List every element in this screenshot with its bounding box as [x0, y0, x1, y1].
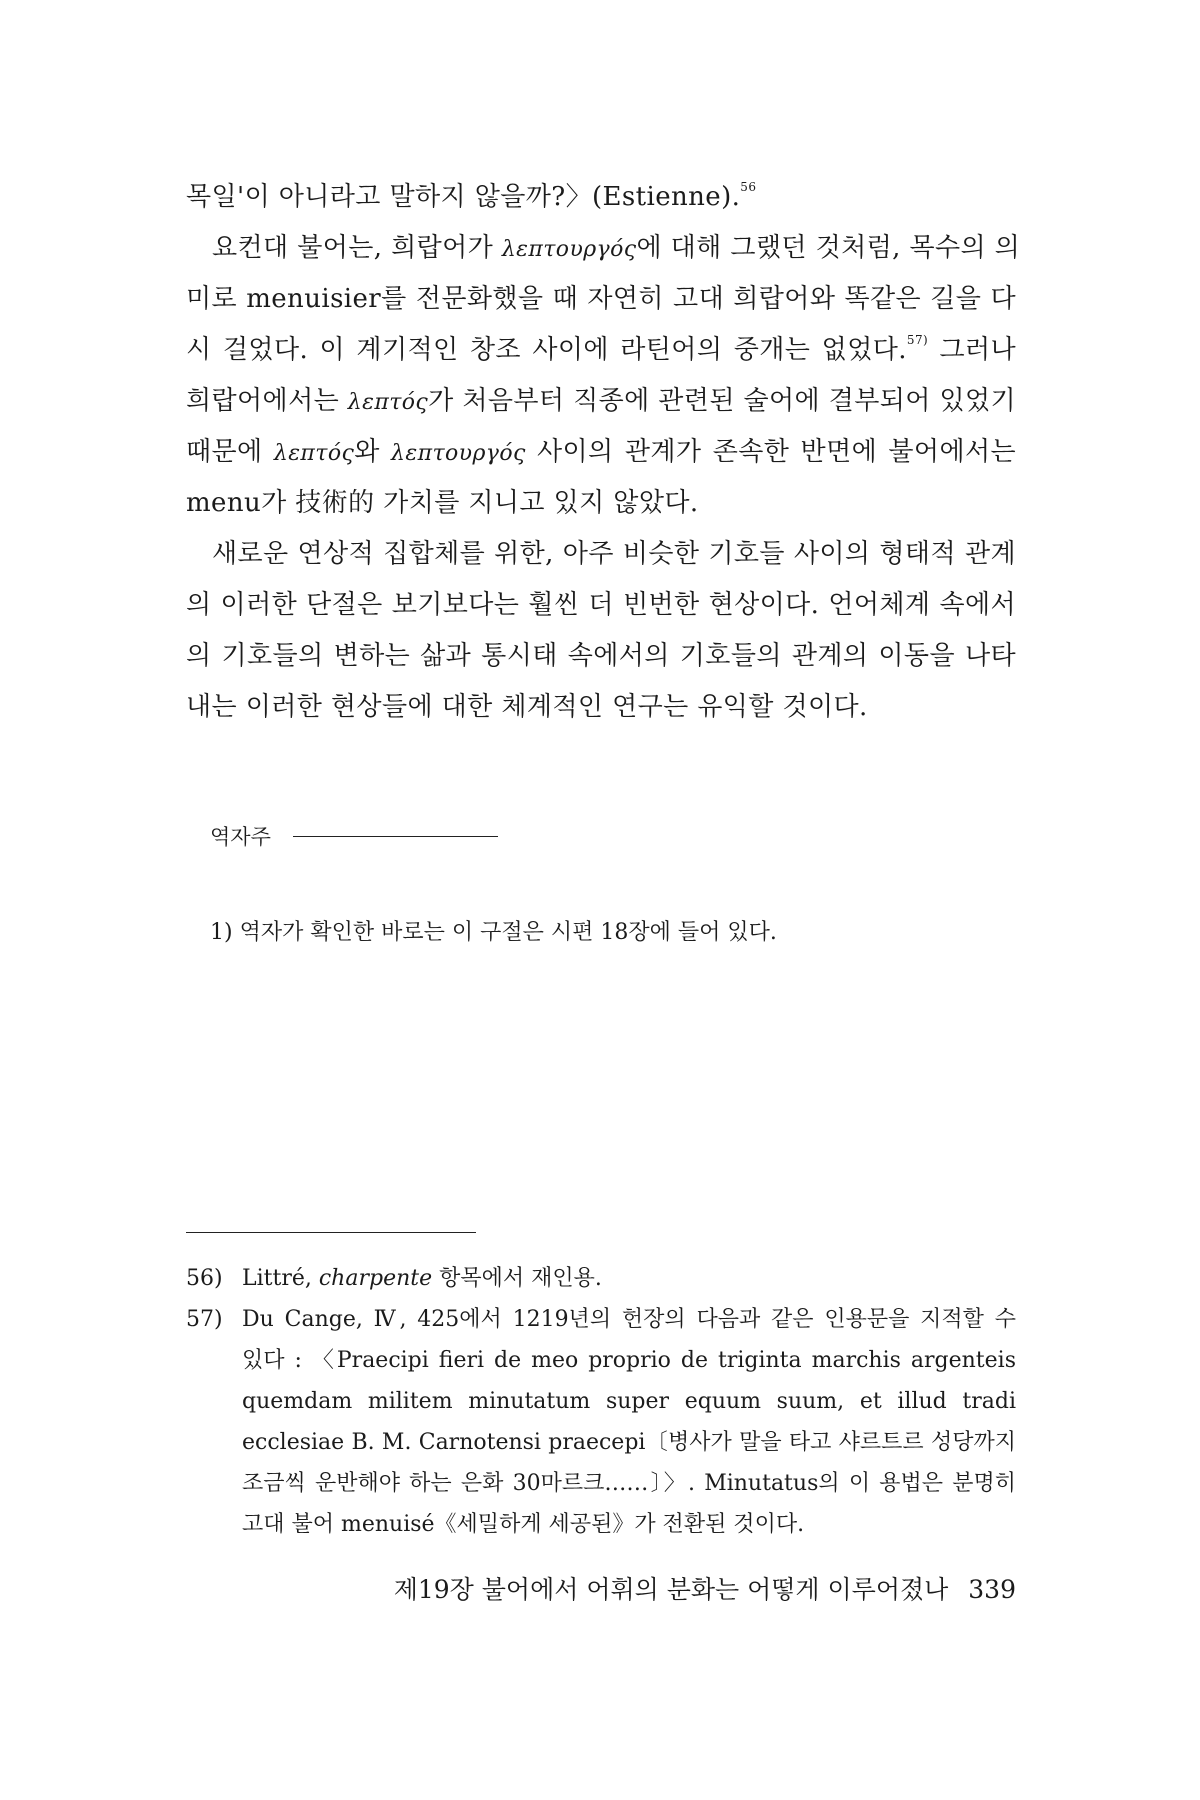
body-line-9: 의 이러한 단절은 보기보다는 훨씬 더 빈번한 현상이다. 언어체계 속에서 [186, 590, 1016, 620]
footnote-line: 조금씩 운반해야 하는 은화 30마르크……〕〉. Minutatus의 이 용법은 분명히 [242, 1471, 1016, 1496]
footnote-text [242, 1299, 1016, 1545]
footnote-number: 56) [186, 1266, 223, 1291]
footnote-divider [186, 1232, 476, 1233]
body-line-11: 내는 이러한 현상들에 대한 체계적인 연구는 유익할 것이다. [186, 692, 868, 722]
body-line-7: menu가 技術的 가치를 지니고 있지 않았다. [186, 488, 699, 518]
footnotes [186, 1258, 1016, 1545]
body-line-6: 때문에 λεπτός와 λεπτουργός 사이의 관계가 존속한 반면에 불어에서는 [186, 437, 1016, 467]
body-line-3: 미로 menuisier를 전문화했을 때 자연히 고대 희랍어와 똑같은 길을 다 [186, 284, 1016, 314]
page-number: 339 [968, 1575, 1016, 1604]
translator-note-number: 1) [210, 920, 233, 945]
footnote-line: quemdam militem minutatum super equum suum, et illud tradi [242, 1389, 1016, 1414]
greek-word: λεπτός [273, 441, 355, 466]
body-line-8: 새로운 연상적 집합체를 위한, 아주 비슷한 기호들 사이의 형태적 관계 [212, 539, 1016, 569]
footnote-line: Du Cange, Ⅳ, 425에서 1219년의 헌장의 다음과 같은 인용문을 지적할 수 [242, 1307, 1016, 1332]
greek-word: λεπτουργός [501, 237, 637, 262]
footnote-line: 고대 불어 menuisé《세밀하게 세공된》가 전환된 것이다. [242, 1512, 805, 1537]
footnote-57 [186, 1299, 1016, 1545]
translator-notes-title: 역자주 [210, 825, 271, 849]
footnote-number: 57) [186, 1307, 223, 1332]
translator-notes-header [210, 816, 1010, 856]
body-line-2: 요컨대 불어는, 희랍어가 λεπτουργός에 대해 그랬던 것처럼, 목수의 의 [212, 233, 1021, 263]
body-line-5: 희랍어에서는 λεπτός가 처음부터 직종에 관련된 술어에 결부되어 있었기 [186, 386, 1017, 416]
translator-note [210, 916, 1010, 950]
greek-word: λεπτουργός [391, 441, 526, 466]
footnote-ref-57: 57) [906, 333, 929, 347]
footnote-text: Littré, charpente 항목에서 재인용. [242, 1266, 602, 1291]
footnote-line: ecclesiae B. M. Carnotensi praecepi〔병사가 말을 타고 샤르트르 성당까지 [242, 1430, 1016, 1455]
body-line-1: 목일'이 아니라고 말하지 않을까?〉(Estienne).$^{56}$ [186, 180, 757, 212]
translator-notes-rule [293, 836, 498, 837]
footnote-ref-56: 56 [740, 180, 757, 194]
footnote-56 [186, 1258, 1016, 1299]
chapter-title: 제19장 불어에서 어휘의 분화는 어떻게 이루어졌나 [393, 1575, 949, 1604]
footnote-line: 있다 : 〈Praecipi fieri de meo proprio de triginta marchis argenteis [242, 1348, 1016, 1373]
main-body-text [186, 172, 1021, 733]
body-line-10: 의 기호들의 변하는 삶과 통시태 속에서의 기호들의 관계의 이동을 나타 [186, 641, 1016, 671]
translator-notes [210, 816, 1010, 950]
body-line-4: 시 걸었다. 이 계기적인 창조 사이에 라틴어의 중개는 없었다.$^{57)}$ 그러나 [186, 333, 1017, 365]
translator-note-text: 역자가 확인한 바로는 이 구절은 시편 18장에 들어 있다. [239, 920, 777, 945]
greek-word: λεπτός [347, 390, 429, 415]
running-footer [186, 1570, 1016, 1606]
